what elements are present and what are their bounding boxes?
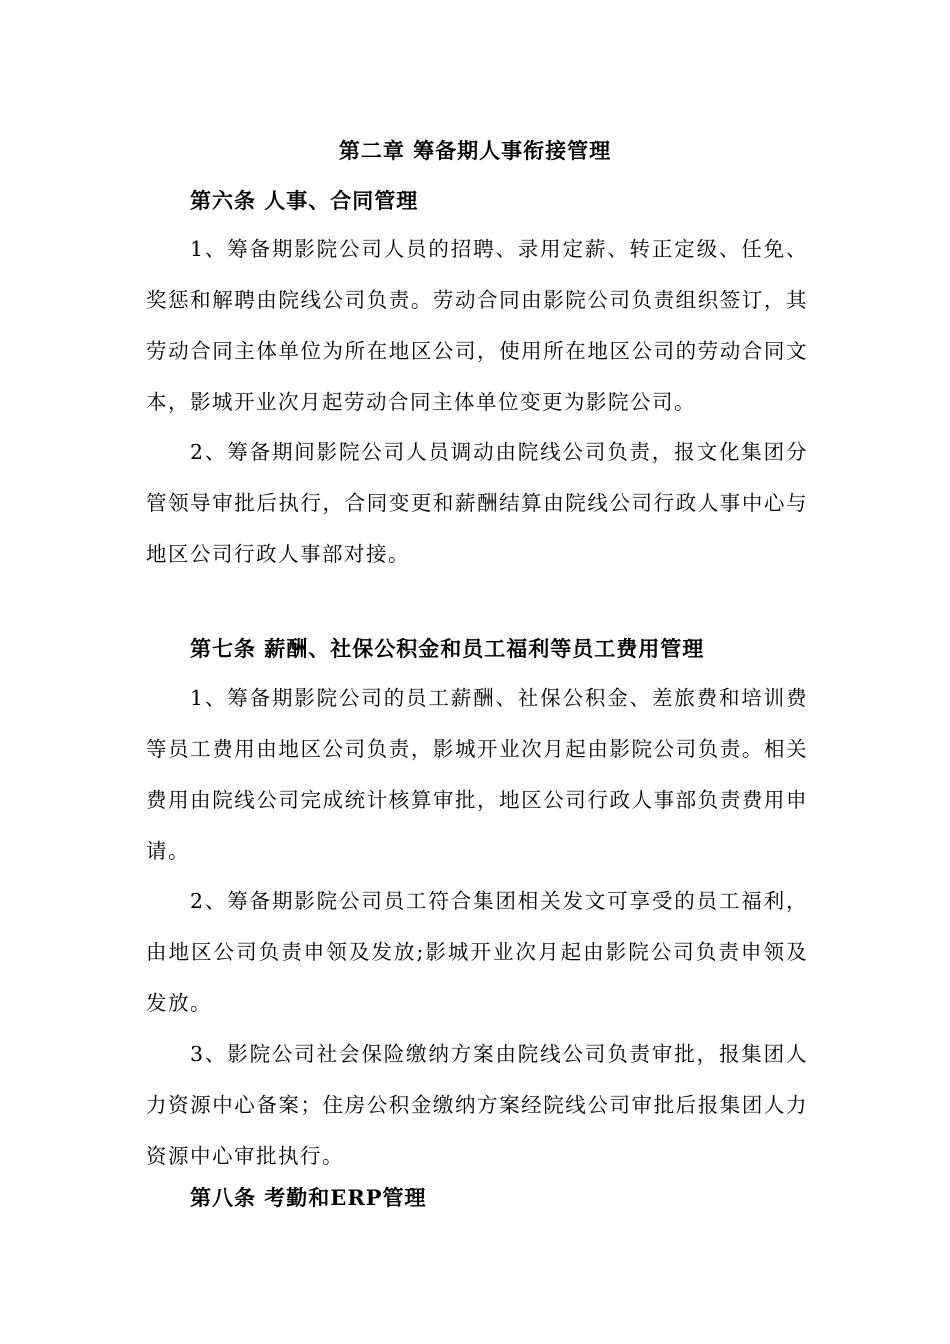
chapter-title: 第二章 筹备期人事衔接管理 [338,138,612,163]
article-8-title: 第八条 考勤和ERP管理 [190,1185,427,1210]
article-7-paragraph-1: 1、筹备期影院公司的员工薪酬、社保公积金、差旅费和培训费等员工费用由地区公司负责，影城开业次月起由影院公司负责。相关费用由院线公司完成统计核算审批，地区公司行政人事部负责费用申请。 [146,686,808,863]
article-7-paragraph-2: 2、筹备期影院公司员工符合集团相关发文可享受的员工福利，由地区公司负责申领及发放;影城开业次月起由影院公司负责申领及发放。 [146,889,808,1015]
article-6-paragraph-2: 2、筹备期间影院公司人员调动由院线公司负责，报文化集团分管领导审批后执行，合同变更和薪酬结算由院线公司行政人事中心与地区公司行政人事部对接。 [146,440,808,566]
article-7-title: 第七条 薪酬、社保公积金和员工福利等员工费用管理 [190,636,705,661]
article-6-paragraph-1: 1、筹备期影院公司人员的招聘、录用定薪、转正定级、任免、奖惩和解聘由院线公司负责。劳动合同由影院公司负责组织签订，其劳动合同主体单位为所在地区公司，使用所在地区公司的劳动合同文本，影城开业次月起劳动合同主体单位变更为影院公司。 [146,237,808,414]
article-6-title: 第六条 人事、合同管理 [190,188,419,213]
article-7-paragraph-3: 3、影院公司社会保险缴纳方案由院线公司负责审批，报集团人力资源中心备案；住房公积金缴纳方案经院线公司审批后报集团人力资源中心审批执行。 [146,1042,808,1168]
